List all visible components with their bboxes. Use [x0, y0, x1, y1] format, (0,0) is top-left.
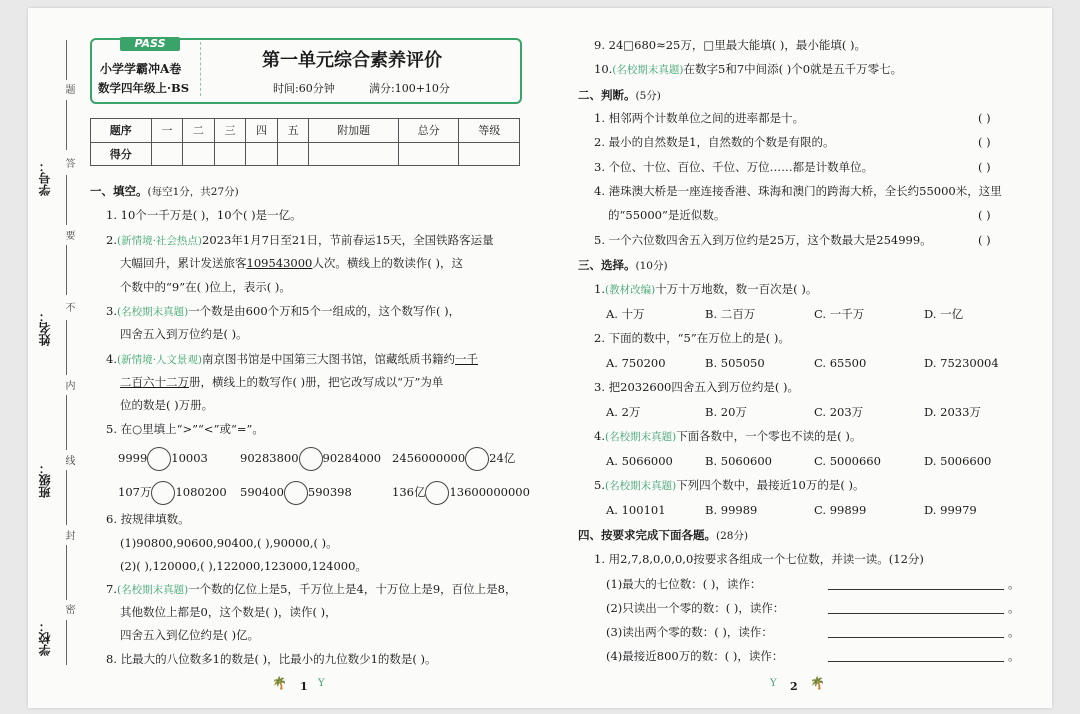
compare-left: 107万: [118, 485, 152, 499]
question-7-line2: 其他数位上都是0，这个数是( )，读作( )，: [120, 605, 337, 619]
question-text: 在数字5和7中间添( )个0就是五千万零七。: [683, 62, 903, 76]
answer-line[interactable]: [828, 660, 1004, 662]
compare-circle[interactable]: [425, 481, 449, 505]
fold-line: [66, 245, 67, 295]
fold-line: [66, 395, 67, 450]
fold-char: 答: [63, 158, 74, 168]
section-title: 三、选择。: [578, 258, 636, 272]
table-cell: 四: [246, 119, 278, 143]
question-number: 1.: [594, 282, 605, 296]
choice-2: 2. 下面的数中，“5”在万位上的是( )。: [594, 331, 790, 345]
fold-line: [66, 175, 67, 225]
question-9: 9. 24□680≈25万，□里最大能填( )，最小能填( )。: [594, 38, 866, 52]
answer-line[interactable]: [828, 612, 1004, 614]
option[interactable]: A. 2万: [606, 405, 641, 419]
question-2-line2: [120, 256, 463, 270]
score-cell[interactable]: [309, 142, 398, 166]
option[interactable]: B. 5060600: [705, 454, 772, 468]
compare-left: 2456000000: [392, 451, 466, 465]
score-cell[interactable]: [277, 142, 309, 166]
answer-paren[interactable]: ( ): [978, 233, 991, 247]
compare-item: [118, 481, 227, 505]
compare-circle[interactable]: [151, 481, 175, 505]
judge-item-5: 5. 一个六位数四舍五入到万位约是25万，这个数最大是254999。: [594, 233, 932, 247]
question-number: 2.: [106, 233, 117, 247]
score-cell[interactable]: [246, 142, 278, 166]
option[interactable]: D. 75230004: [924, 356, 999, 370]
question-4-line2: [120, 375, 443, 389]
period: 。: [1008, 625, 1020, 639]
judge-item-4-line2: 的“55000”是近似数。: [608, 208, 726, 222]
answer-line[interactable]: [828, 636, 1004, 638]
question-tag: (新情境·人文景观): [116, 354, 203, 366]
judge-item-4: 4. 港珠澳大桥是一座连接香港、珠海和澳门的跨海大桥，全长约55000米，这里: [594, 184, 1002, 198]
sub-question-4: (4)最接近800万的数：( )，读作：: [606, 649, 784, 663]
full-score: 满分:100+10分: [369, 82, 450, 95]
score-cell[interactable]: [214, 142, 246, 166]
table-cell: 五: [277, 119, 309, 143]
sprout-icon: Y: [770, 678, 777, 689]
fold-char: 密: [63, 604, 74, 614]
answer-line[interactable]: [828, 588, 1004, 590]
option[interactable]: D. 5006600: [924, 454, 992, 468]
question-3: [106, 304, 460, 319]
compare-right: 1080200: [175, 485, 227, 499]
question-6-1: (1)90800,90600,90400,( ),90000,( )。: [120, 536, 338, 550]
question-2: [106, 233, 494, 248]
table-cell: 一: [151, 119, 183, 143]
score-cell[interactable]: [459, 142, 520, 166]
table-cell: 附加题: [309, 119, 398, 143]
time-limit: 时间:60分钟: [273, 82, 335, 95]
choice-1: [594, 282, 817, 297]
section-score: (10分): [635, 260, 668, 272]
palm-icon: 🌴: [272, 676, 287, 690]
score-table-score-row: [91, 142, 520, 166]
question-number: 7.: [106, 582, 117, 596]
question-5: 5. 在○里填上“>”“<”或“=”。: [106, 422, 264, 436]
grade-label: 数学四年级上·BS: [98, 81, 190, 95]
question-text: 一个数的亿位上是5，千万位上是4，十万位上是9，百位上是8，: [188, 582, 517, 596]
compare-circle[interactable]: [284, 481, 308, 505]
sub-question-1: (1)最大的七位数：( )，读作：: [606, 577, 762, 591]
compare-circle[interactable]: [299, 447, 323, 471]
table-cell: 得分: [91, 142, 152, 166]
question-tag: (名校期末真题): [612, 64, 684, 76]
option[interactable]: A. 100101: [606, 503, 666, 517]
fold-char: 封: [63, 530, 74, 540]
question-text: 十万十万地数，数一百次是( )。: [655, 282, 818, 296]
question-2-line3: 个数中的“9”在( )位上，表示( )。: [120, 280, 291, 294]
table-cell: 总分: [398, 119, 459, 143]
question-text: 一个数是由600个万和5个一组成的，这个数写作( )，: [188, 304, 461, 318]
compare-item: [118, 447, 208, 471]
sub-question-3: (3)读出两个零的数：( )，读作：: [606, 625, 773, 639]
question-10: [594, 62, 902, 77]
question-text: 册，横线上的数写作( )册，把它改写成以“万”为单: [189, 375, 444, 389]
question-4-line3: 位的数是( )万册。: [120, 398, 214, 412]
option[interactable]: B. 二百万: [705, 307, 756, 321]
class-label: 班级：: [38, 462, 52, 498]
underlined-text: 二百六十二万: [120, 375, 189, 389]
compare-circle[interactable]: [465, 447, 489, 471]
choice-4: [594, 429, 861, 444]
section-score: (28分): [716, 530, 749, 542]
section-4-heading: [578, 528, 748, 543]
option[interactable]: B. 99989: [705, 503, 758, 517]
table-cell: 二: [183, 119, 215, 143]
question-6-2: (2)( ),120000,( ),122000,123000,124000。: [120, 559, 367, 573]
palm-icon: 🌴: [810, 676, 825, 690]
option[interactable]: C. 99899: [814, 503, 867, 517]
period: 。: [1008, 649, 1020, 663]
question-number: 4.: [594, 429, 605, 443]
question-text: 南京图书馆是中国第三大图书馆，馆藏纸质书籍约: [202, 352, 456, 366]
question-text: 人次。横线上的数读作( )，这: [312, 256, 463, 270]
section-3-heading: [578, 258, 668, 273]
fold-char: 内: [63, 380, 74, 390]
question-7: [106, 582, 516, 597]
answer-paren[interactable]: ( ): [978, 160, 991, 174]
question-number: 10.: [594, 62, 613, 76]
question-tag: (名校期末真题): [604, 480, 677, 492]
table-cell: 等级: [459, 119, 520, 143]
question-text: 大幅回升，累计发送旅客: [120, 256, 247, 270]
option[interactable]: C. 一千万: [814, 307, 865, 321]
fold-line: [66, 470, 67, 525]
compare-left: 136亿: [392, 485, 426, 499]
judge-item-2: 2. 最小的自然数是1，自然数的个数是有限的。: [594, 135, 835, 149]
question-7-line3: 四舍五入到亿位约是( )亿。: [120, 628, 260, 642]
score-cell[interactable]: [183, 142, 215, 166]
section-score: (每空1分，共27分): [147, 186, 239, 198]
underlined-text: 一千: [455, 352, 479, 366]
question-4: [106, 352, 478, 367]
judge-item-3: 3. 个位、十位、百位、千位、万位……都是计数单位。: [594, 160, 874, 174]
name-label: 姓名：: [38, 310, 52, 346]
option[interactable]: A. 750200: [606, 356, 666, 370]
question-6: 6. 按规律填数。: [106, 512, 190, 526]
fold-line: [66, 545, 67, 600]
question-1: 1. 10个一千万是( )，10个( )是一亿。: [106, 208, 302, 222]
score-table: [90, 118, 520, 166]
answer-paren[interactable]: ( ): [978, 111, 991, 125]
compare-item: [392, 481, 530, 505]
compare-item: [392, 447, 515, 471]
header-divider: [200, 42, 201, 96]
option[interactable]: D. 99979: [924, 503, 977, 517]
fold-char: 题: [63, 84, 74, 94]
table-cell: 题序: [91, 119, 152, 143]
compare-right: 590398: [307, 485, 352, 499]
compare-right: 24亿: [489, 451, 516, 465]
judge-item-1: 1. 相邻两个计数单位之间的进率都是十。: [594, 111, 805, 125]
series-name: 小学学霸冲A卷: [100, 62, 182, 76]
section-1-heading: [90, 184, 239, 199]
page-number: 2: [790, 680, 798, 693]
question-text: 下面各数中，一个零也不读的是( )。: [676, 429, 862, 443]
question-number: 3.: [106, 304, 117, 318]
question-tag: (名校期末真题): [604, 431, 677, 443]
option[interactable]: D. 2033万: [924, 405, 981, 419]
fold-line: [66, 320, 67, 375]
option[interactable]: C. 203万: [814, 405, 864, 419]
score-table-header-row: [91, 119, 520, 143]
compare-item: [240, 447, 381, 471]
section-4-question-1: 1. 用2,7,8,0,0,0,0按要求各组成一个七位数，并读一读。(12分): [594, 552, 924, 566]
school-label: 学校：: [38, 620, 52, 656]
answer-paren[interactable]: ( ): [978, 208, 991, 222]
fold-char: 不: [63, 302, 74, 312]
answer-paren[interactable]: ( ): [978, 135, 991, 149]
question-number: 5.: [594, 478, 605, 492]
fold-line: [66, 100, 67, 150]
option[interactable]: D. 一亿: [924, 307, 964, 321]
sub-question-2: (2)只读出一个零的数：( )，读作：: [606, 601, 785, 615]
section-2-heading: [578, 88, 661, 103]
section-title: 二、判断。: [578, 88, 636, 102]
compare-left: 90283800: [240, 451, 299, 465]
compare-left: 9999: [118, 451, 148, 465]
question-text: 下列四个数中，最接近10万的是( )。: [676, 478, 865, 492]
pass-logo: PASS: [120, 37, 180, 51]
sprout-icon: Y: [318, 678, 325, 689]
fold-line: [66, 620, 67, 665]
option[interactable]: B. 20万: [705, 405, 747, 419]
compare-circle[interactable]: [147, 447, 171, 471]
question-tag: (教材改编): [604, 284, 656, 296]
fold-char: 要: [63, 230, 74, 240]
option[interactable]: A. 十万: [606, 307, 645, 321]
page-number: 1: [300, 680, 308, 693]
option[interactable]: B. 505050: [705, 356, 765, 370]
section-title: 四、按要求完成下面各题。: [578, 528, 716, 542]
option[interactable]: C. 5000660: [814, 454, 881, 468]
question-number: 4.: [106, 352, 117, 366]
question-tag: (名校期末真题): [116, 584, 189, 596]
section-score: (5分): [635, 90, 661, 102]
question-3-line2: 四舍五入到万位约是( )。: [120, 327, 248, 341]
fold-line: [66, 40, 67, 80]
underlined-number: 109543000: [246, 256, 313, 270]
choice-5: [594, 478, 864, 493]
question-tag: (名校期末真题): [116, 306, 189, 318]
compare-item: [240, 481, 352, 505]
table-cell: 三: [214, 119, 246, 143]
compare-right: 10003: [171, 451, 208, 465]
question-text: 2023年1月7日至21日，节前春运15天，全国铁路客运量: [202, 233, 494, 247]
period: 。: [1008, 577, 1020, 591]
period: 。: [1008, 601, 1020, 615]
score-cell[interactable]: [398, 142, 459, 166]
score-cell[interactable]: [151, 142, 183, 166]
option[interactable]: C. 65500: [814, 356, 867, 370]
page-title: 第一单元综合素养评价: [262, 50, 442, 71]
fold-char: 线: [63, 455, 74, 465]
student-no-label: 学号：: [38, 160, 52, 196]
question-8: 8. 比最大的八位数多1的数是( )，比最小的九位数少1的数是( )。: [106, 652, 437, 666]
question-tag: (新情境·社会热点): [116, 235, 203, 247]
compare-right: 13600000000: [449, 485, 530, 499]
choice-3: 3. 把2032600四舍五入到万位约是( )。: [594, 380, 799, 394]
section-title: 一、填空。: [90, 184, 148, 198]
compare-left: 590400: [240, 485, 284, 499]
option[interactable]: A. 5066000: [606, 454, 673, 468]
compare-right: 90284000: [322, 451, 382, 465]
